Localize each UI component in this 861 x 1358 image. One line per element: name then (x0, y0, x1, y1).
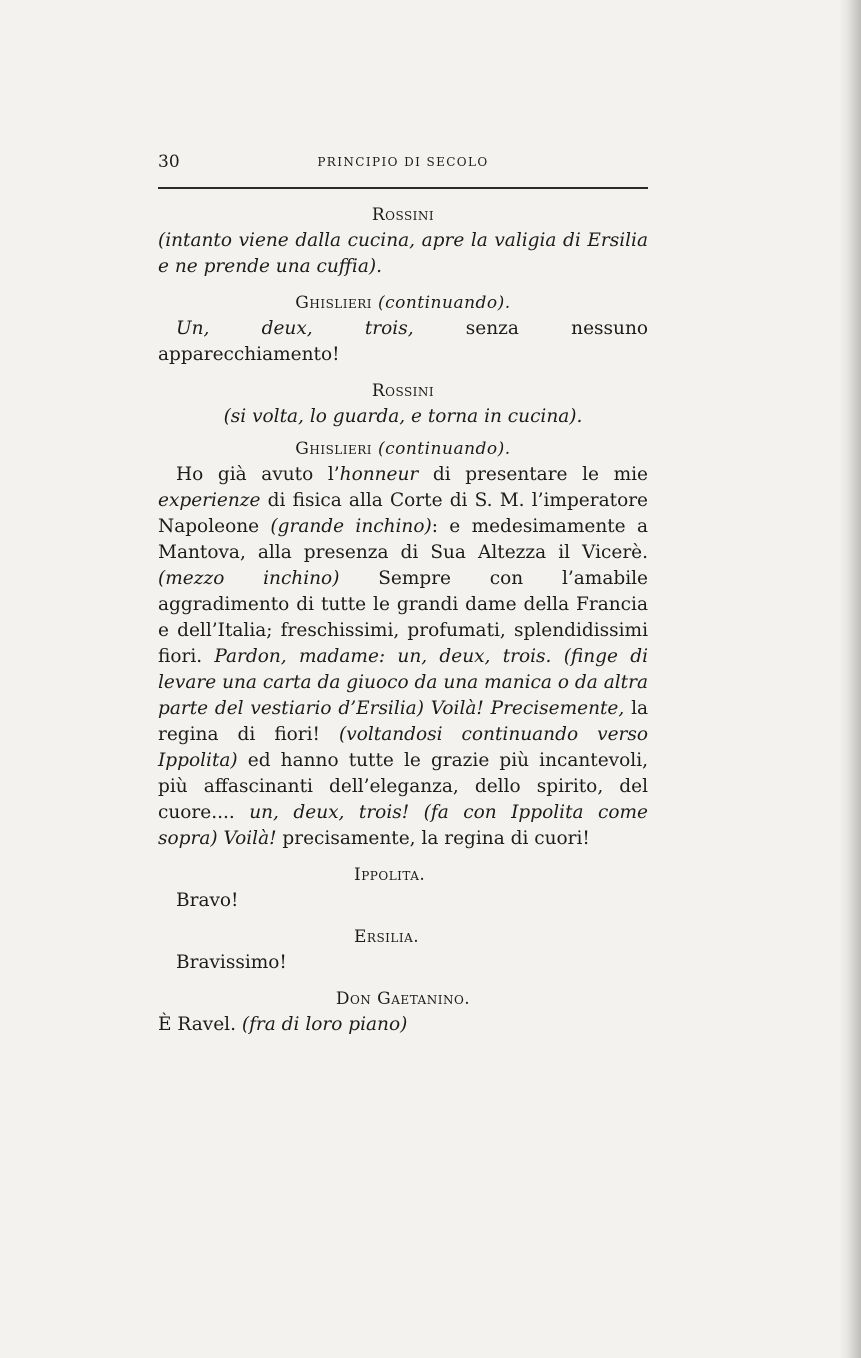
plain-text: ed hanno tutte le grazie più incantevoli, più affascinanti dell’eleganza, dello spirito, del cuore.... (158, 750, 648, 823)
header-rule (158, 187, 648, 189)
plain-text: : e medesimamente a Mantova, alla presenza di Sua Altezza il Vicerè. (158, 516, 648, 563)
italic-text: honneur (339, 464, 419, 485)
dialogue-line: Bravo! (176, 890, 239, 911)
stage-direction (158, 404, 648, 430)
italic-text: (grande inchino) (270, 516, 432, 537)
italic-text: un, deux, trois! (fa con Ippolita come sopra) Voilà! (158, 802, 649, 849)
stage-direction (158, 228, 648, 280)
dialogue-paragraph (158, 462, 648, 852)
italic-text: (voltandosi continuando verso Ippolita) (158, 724, 648, 771)
italic-text: (fra di loro piano) (241, 1014, 408, 1035)
italic-text: (mezzo inchino) (158, 568, 340, 589)
plain-text: È Ravel. (158, 1014, 242, 1035)
dialogue-line (158, 1012, 648, 1038)
plain-text: senza nessuno apparecchiamento! (158, 318, 648, 365)
stage-direction-text: (si volta, lo guarda, e torna in cucina). (223, 406, 583, 427)
plain-text: precisamente, la regina di cuori! (276, 828, 590, 849)
speaker-don-gaetanino: Don Gaetanino. (335, 989, 471, 1009)
speaker-direction: (continuando). (377, 439, 511, 459)
speaker-rossini: Rossini (371, 381, 435, 401)
speaker-ghislieri (158, 290, 648, 316)
page-number: 30 (158, 152, 180, 172)
plain-text: di presentare le mie (418, 464, 648, 485)
plain-text: Sempre con l’amabile aggradimento di tutte le grandi dame della Francia e dell’Italia; freschissimi, profumati, splendidissimi fiori. (158, 568, 648, 667)
running-title: PRINCIPIO DI SECOLO (317, 155, 489, 169)
dialogue-line: Bravissimo! (176, 952, 287, 973)
italic-text: experienze (158, 490, 261, 511)
dialogue-line (158, 316, 648, 368)
plain-text: di fisica alla Corte di S. M. l’imperatore Napoleone (158, 490, 648, 537)
speaker-ghislieri (158, 436, 648, 462)
stage-direction-text: (intanto viene dalla cucina, apre la valigia di Ersilia e ne prende una cuffia). (158, 230, 648, 277)
plain-text: Ho già avuto l’ (176, 464, 340, 485)
speaker-ersilia: Ersilia. (354, 927, 420, 947)
page-header (158, 152, 648, 178)
speaker-direction: (continuando). (377, 293, 511, 313)
page-body (158, 202, 648, 1038)
page-binding-shadow (839, 0, 861, 1358)
speaker-ippolita: Ippolita. (354, 865, 426, 885)
speaker-rossini: Rossini (371, 205, 435, 225)
italic-text: Pardon, madame: un, deux, trois. (finge di levare una carta da giuoco da una manica o da altra parte del vestiario d’Ersilia) Voilà! Precisemente, (158, 646, 648, 719)
plain-text: la regina di fiori! (158, 698, 649, 745)
speaker-name: Ghislieri (295, 439, 373, 459)
italic-text: Un, deux, trois, (176, 318, 414, 339)
speaker-name: Ghislieri (295, 293, 373, 313)
